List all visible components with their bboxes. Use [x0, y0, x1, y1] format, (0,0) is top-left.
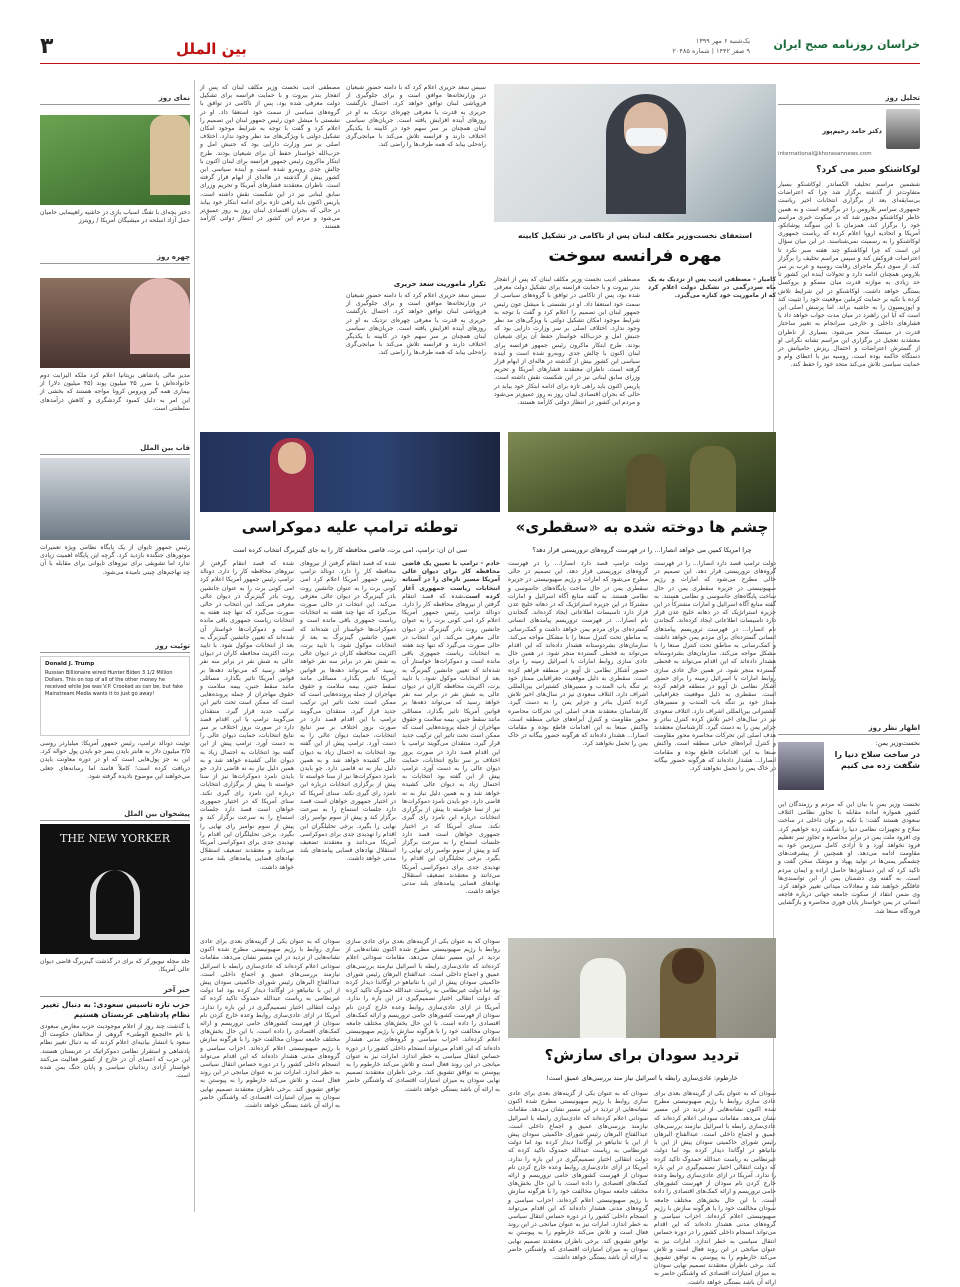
tweet-account: Donald J. Trump — [45, 661, 95, 667]
socotra-subtitle: چرا امریکا کمین می خواهد انصارا... را در فهرست گروه‌های تروریستی قرار دهد؟ — [532, 546, 752, 554]
photo3 — [40, 458, 190, 540]
analysis-box — [778, 94, 920, 691]
tweet-kicker: توئیت روز — [40, 642, 190, 653]
lebanon-supertitle: استعفای نخست‌وزیر مکلف لبنان پس از ناکامی در تشکیل کابینه — [518, 231, 752, 240]
cover-caption: جلد مجله نیویورکر که برای در گذشت گینزبرگ قاضی دیوان عالی آمریکا. — [40, 958, 190, 974]
photo3-caption: رئیس جمهور تایوان از یک پایگاه نظامی ویژه تعمیرات موتورهای جنگنده بازدید کرد. گرچه این پایگاه اهمیت زیادی ندارد اما تشویقی برای نیروهای تایوانی برای مقابله با آن چه تهاجم‌های چینی نامیده می‌شود. — [40, 544, 190, 576]
socotra-title: چشم ها دوخته شده به «سقطری» — [515, 518, 769, 536]
author-name: دکتر حامد رحیم‌پور — [822, 127, 882, 135]
cover-title: THE NEW YORKER — [59, 832, 170, 845]
trump-title: توطئه ترامپ علیه دموکراسی — [241, 518, 459, 536]
note-body: نخست وزیر یمن با بیان این که مردم و رزمندگان این کشور همواره آماده مقابله با تجاوز نظامی ائتلاف سعودی هستند گفت: با تکیه بر توان داخلی در ساخت سلاح و تجهیزات نظامی دنیا را شگفت زده خواهیم کرد. وی افزود ملت یمن در برابر محاصره و تجاوز سر تعظیم فرود نخواهد آورد و تا آزادی کامل سرزمین خود به مقاومت ادامه می‌دهد. او همچنین از پیشرفت‌های چشمگیر یمنی‌ها در تولید پهپاد و موشک سخن گفت و تاکید کرد که این دستاوردها حاصل اراده و ایمان مردم است. به گفته وی دشمنان یمن از این توانمندی‌ها غافلگیر خواهند شد و معادلات میدانی تغییر خواهد کرد. وی ضمن انتقاد از سکوت جامعه جهانی درباره فاجعه انسانی در یمن خواستار پایان فوری محاصره و بازگشایی فرودگاه صنعا شد. — [778, 801, 920, 915]
news-title: حزب تازه تاسیس سعودی: به دنبال تغییر نظام پادشاهی عربستان هستیم — [41, 1000, 190, 1019]
analysis-title: لوکاشنکو صبر می کرد؟ — [816, 165, 920, 175]
photo3-kicker: قاب بین الملل — [40, 444, 190, 455]
tweet-caption: توئیت دونالد ترامپ، رئیس جمهور آمریکا: میلیاردر روسی ۳/۵ میلیون دلار به هانتر بایدن پسر جو بایدن پول حواله کرد. این به جز پول‌هایی است که او در دوره معاونت بایدن دریافت کرده است؛ کاملاً فاسد اما رسانه‌های جعلی می‌خواهند این موضوع نادیده گرفته شود. — [40, 740, 190, 780]
photo1 — [40, 115, 190, 205]
sudan-body-col4: سودان که به عنوان یکی از گزینه‌های بعدی برای عادی سازی روابط با رژیم صهیونیستی مطرح شده اکنون نشانه‌هایی از تردید در این مسیر نشان می‌دهد. مقامات سودانی اعلام کرده‌اند که عادی‌سازی رابطه با اسرائیل نیازمند بررسی‌های عمیق و اجماع داخلی است. عبدالفتاح البرهان رئیس شورای حاکمیتی سودان پیش از این با نتانیاهو در اوگاندا دیدار کرده بود اما دولت غیرنظامی به ریاست عبدالله حمدوک تاکید کرده که دولت انتقالی اختیار تصمیم‌گیری در این باره را ندارد. آمریکا در ازای عادی‌سازی روابط وعده خارج کردن نام سودان از فهرست کشورهای حامی تروریسم و ارائه کمک‌های اقتصادی را داده است. با این حال بخش‌های مختلف جامعه سودان مخالفت خود را با هرگونه سازش با رژیم صهیونیستی اعلام کرده‌اند. احزاب سیاسی و گروه‌های مدنی هشدار داده‌اند که این اقدام می‌تواند انسجام داخلی کشور را در دوره حساس انتقال سیاسی به خطر اندازد. امارات نیز به عنوان میانجی در این روند فعال است و تلاش می‌کند خارطوم را به پیوستن به توافق تشویق کند. برخی ناظران معتقدند تصمیم نهایی سودان به میزان امتیازات اقتصادی که واشنگتن حاضر به ارائه آن باشد بستگی خواهد داشت. — [200, 938, 340, 1110]
photo2 — [40, 278, 190, 368]
sudan-body-col1: سودان که به عنوان یکی از گزینه‌های بعدی برای عادی سازی روابط با رژیم صهیونیستی مطرح شده اکنون نشانه‌هایی از تردید در این مسیر نشان می‌دهد. مقامات سودانی اعلام کرده‌اند که عادی‌سازی رابطه با اسرائیل نیازمند بررسی‌های عمیق و اجماع داخلی است. عبدالفتاح البرهان رئیس شورای حاکمیتی سودان پیش از این با نتانیاهو در اوگاندا دیدار کرده بود اما دولت غیرنظامی به ریاست عبدالله حمدوک تاکید کرده که دولت انتقالی اختیار تصمیم‌گیری در این باره را ندارد. آمریکا در ازای عادی‌سازی روابط وعده خارج کردن نام سودان از فهرست کشورهای حامی تروریسم و ارائه کمک‌های اقتصادی را داده است. با این حال بخش‌های مختلف جامعه سودان مخالفت خود را با هرگونه سازش با رژیم صهیونیستی اعلام کرده‌اند. احزاب سیاسی و گروه‌های مدنی هشدار داده‌اند که این اقدام می‌تواند انسجام داخلی کشور را در دوره حساس انتقال سیاسی به خطر اندازد. امارات نیز به عنوان میانجی در این روند فعال است و تلاش می‌کند خارطوم را به پیوستن به توافق تشویق کند. برخی ناظران معتقدند تصمیم نهایی سودان به میزان امتیازات اقتصادی که واشنگتن حاضر به ارائه آن باشد بستگی خواهد داشت. — [653, 1090, 776, 1286]
note-title: در ساخت سلاح دنیا را شگفت زده می کنیم — [834, 750, 920, 770]
analysis-body: ششمین مراسم تحلیف الکساندر لوکاشنکو بسیار متفاوت‌تر از گذشته برگزار شد چرا که اعتراضات بی‌سابقه‌ای بعد از برگزاری انتخابات اخیر ریاست جمهوری سراسر بلاروس را در برگرفته است و به همین خاطر لوکاشنکو مجبور شد که در سکوت خبری مراسم خود را برگزار کند. همزمان با این سوگند یوشانکو، آمریکا و اتحادیه اروپا اعلام کرده که ریاست جمهوری لوکاشنکو را به رسمیت نمی‌شناسند. در این میان سؤال این است که چرا لوکاشنکو چند هفته صبر نکرد تا اعتراضات فروکش کند و سپس مراسم تحلیف را برگزار کند. از سوی دیگر ماجرای رقابت روسیه و غرب بر سر بلاروس همچنان ادامه دارد و تحولات آینده این کشور تا حد زیادی به موازنه قدرت میان مسکو و بروکسل بستگی خواهد داشت. لوکاشنکو در این شرایط تلاش کرده با تکیه بر حمایت کرملین موقعیت خود را تثبیت کند و اپوزیسیون را به حاشیه براند. اما پرسش اصلی این است که آیا این راهبرد در میان مدت جواب خواهد داد یا فشارهای داخلی و خارجی سرانجام به تغییر ساختار قدرت در مینسک منجر می‌شود. بسیاری از ناظران معتقدند تعجیل در برگزاری این مراسم نشانه نگرانی او از گسترش اعتراضات و احتمال ریزش حامیانش در دستگاه حاکمه بوده است. روسیه نیز با اعطای وام و حمایت سیاسی تلاش می‌کند متحد خود را حفظ کند. — [778, 181, 920, 369]
trump-body-col3: شده که قصد انتقام گرفتن از نیروهای محافظه کار را دارد. دونالد ترامپ رئیس جمهور آمریکا اعلام کرد امی کونی برت را به عنوان جانشین روت بادر گینزبرگ در دیوان عالی معرفی می‌کند. این انتخاب در حالی صورت می‌گیرد که تنها چند هفته به انتخابات ریاست جمهوری باقی مانده است و دموکرات‌ها خواستار آن شده‌اند که تعیین جانشین گینزبرگ به بعد از انتخابات موکول شود. با تایید برت، اکثریت محافظه کاران در دیوان عالی به شش نفر در برابر سه نفر خواهد رسید که می‌تواند دهه‌ها بر قوانین آمریکا تاثیر بگذارد. مسائلی مانند سقط جنین، بیمه سلامت و حقوق مهاجران از جمله پرونده‌هایی است که ممکن است تحت تاثیر این ترکیب جدید قرار گیرد. منتقدان می‌گویند ترامپ با این اقدام قصد دارد در صورت بروز اختلاف بر سر نتایج انتخابات، حمایت دیوان عالی را به دست آورد. ترامپ پیش از این گفته بود انتخابات به احتمال زیاد به دیوان عالی کشیده خواهد شد و به همین دلیل نیاز به نه قاضی دارد. جو بایدن نامزد دموکرات‌ها نیز از سنا خواسته تا پیش از برگزاری انتخابات درباره این نامزد رای گیری نکند. سنای آمریکا که در اختیار جمهوری خواهان است قصد دارد جلسات استماع را به سرعت برگزار کند و پیش از سوم نوامبر رای نهایی را بگیرد. برخی تحلیلگران این اقدام را تهدیدی جدی برای دموکراسی آمریکا می‌دانند و معتقدند تضعیف استقلال نهادهای قضایی پیامدهای بلند مدتی خواهد داشت. — [200, 560, 294, 871]
author-photo — [886, 109, 920, 149]
lebanon-body-2: سیس سعد حریری اعلام کرد که با دامنه حضور شیعیان در وزارتخانه‌ها موافق است و برای جلوگیری از فروپاشی لبنان توافق خواهد کرد. احتمال بازگشت حریری به قدرت یا معرفی چهره‌ای نزدیک به او در روزهای آینده افزایش یافته است. جریان‌های سیاسی لبنان همچنان بر سر سهم خود در کابینه با یکدیگر اختلاف دارند و فرانسه تلاش می‌کند با میانجی‌گری راه‌حلی بیابد که همه طرف‌ها را راضی کند. — [346, 292, 486, 357]
issue-line: ۹ صفر ۱۴۴۲ | شماره ۲۰۴۸۵ — [672, 47, 750, 55]
lebanon-body-3: مصطفی ادیب نخست وزیر مکلف لبنان که پس از انفجار بندر بیروت و با حمایت فرانسه برای تشکیل دولت معرفی شده بود، پس از ناکامی در توافق با گروه‌های سیاسی از سمت خود استعفا داد. او در نشستی با میشل عون رئیس جمهور لبنان این تصمیم را اعلام کرد و گفت با توجه به شرایط موجود امکان تشکیل دولتی با ویژگی‌های مد نظر وجود ندارد. اختلاف اصلی بر سر وزارت دارایی بود که جنبش امل و حزب‌الله خواستار حفظ آن برای شیعیان بودند. طرح ابتکار ماکرون رئیس جمهور فرانسه برای لبنان اکنون با چالش جدی روبه‌رو شده است و آینده سیاسی این کشور بیش از گذشته در هاله‌ای از ابهام قرار گرفته است. ناظران معتقدند فشارهای آمریکا و تحریم وزرای سابق لبنانی نیز در این شکست نقش داشته است. پاریس اکنون باید راهی تازه برای ادامه ابتکار خود بیابد در حالی که بحران اقتصادی لبنان روز به روز عمیق‌تر می‌شود و مردم این کشور در انتظار دولتی کارآمد هستند. — [200, 84, 340, 231]
lebanon-photo — [494, 84, 776, 222]
trump-photo — [200, 432, 500, 512]
news-body: با گذشت چند روز از اعلام موجودیت حزب معارض سعودی با نام «التجمع الوطنی» گروهی از مخالفان حکومت آل سعود با انتشار بیانیه‌ای اعلام کردند که به دنبال تغییر نظام پادشاهی و استقرار نظامی دموکراتیک در عربستان هستند. این حزب که اعضای آن در خارج از کشور فعالیت می‌کنند خواستار آزادی زندانیان سیاسی و پایان جنگ یمن شده است. — [40, 1023, 190, 1080]
sudan-title: تردید سودان برای سازش؟ — [544, 1046, 740, 1064]
lebanon-title: مهره فرانسه سوخت — [548, 246, 722, 266]
lebanon-body-text: سیس سعد حریری اعلام کرد که با دامنه حضور شیعیان در وزارتخانه‌ها موافق است و برای جلوگیری از فروپاشی لبنان توافق خواهد کرد. احتمال بازگشت حریری به قدرت یا معرفی چهره‌ای نزدیک به او در روزهای آینده افزایش یافته است. جریان‌های سیاسی لبنان همچنان بر سر سهم خود در کابینه با یکدیگر اختلاف دارند و فرانسه تلاش می‌کند با میانجی‌گری راه‌حلی بیابد که همه طرف‌ها را راضی کند. — [346, 84, 486, 149]
note-photo — [778, 742, 824, 790]
newspaper-logo: خراسان روزنامه صبح ایران — [773, 38, 920, 51]
sudan-photo — [508, 938, 776, 1038]
trump-lead — [402, 560, 500, 930]
analysis-kicker: تحلیل روز — [778, 94, 920, 105]
page-number: ۳ — [40, 34, 54, 59]
trump-subtitle: سی ان ان: ترامپ، امی برت، قاضی محافظه کار را به جای گینزبرگ انتخاب کرده است — [232, 546, 468, 554]
cover-kicker: پیشخوان بین الملل — [40, 810, 190, 821]
sidebar — [40, 94, 190, 1103]
lebanon-subhead: تکرار ماموریت سعد حریری — [393, 280, 486, 288]
date-line: یک‌شنبه ۶ مهر ۱۳۹۹ — [695, 37, 750, 45]
sudan-body-col3: سودان که به عنوان یکی از گزینه‌های بعدی برای عادی سازی روابط با رژیم صهیونیستی مطرح شده اکنون نشانه‌هایی از تردید در این مسیر نشان می‌دهد. مقامات سودانی اعلام کرده‌اند که عادی‌سازی رابطه با اسرائیل نیازمند بررسی‌های عمیق و اجماع داخلی است. عبدالفتاح البرهان رئیس شورای حاکمیتی سودان پیش از این با نتانیاهو در اوگاندا دیدار کرده بود اما دولت غیرنظامی به ریاست عبدالله حمدوک تاکید کرده که دولت انتقالی اختیار تصمیم‌گیری در این باره را ندارد. آمریکا در ازای عادی‌سازی روابط وعده خارج کردن نام سودان از فهرست کشورهای حامی تروریسم و ارائه کمک‌های اقتصادی را داده است. با این حال بخش‌های مختلف جامعه سودان مخالفت خود را با هرگونه سازش با رژیم صهیونیستی اعلام کرده‌اند. احزاب سیاسی و گروه‌های مدنی هشدار داده‌اند که این اقدام می‌تواند انسجام داخلی کشور را در دوره حساس انتقال سیاسی به خطر اندازد. امارات نیز به عنوان میانجی در این روند فعال است و تلاش می‌کند خارطوم را به پیوستن به توافق تشویق کند. برخی ناظران معتقدند تصمیم نهایی سودان به میزان امتیازات اقتصادی که واشنگتن حاضر به ارائه آن باشد بستگی خواهد داشت. — [346, 938, 500, 1093]
lebanon-body: مصطفی ادیب نخست وزیر مکلف لبنان که پس از انفجار بندر بیروت و با حمایت فرانسه برای تشکیل دولت معرفی شده بود، پس از ناکامی در توافق با گروه‌های سیاسی از سمت خود استعفا داد. او در نشستی با میشل عون رئیس جمهور لبنان این تصمیم را اعلام کرد و گفت با توجه به شرایط موجود امکان تشکیل دولتی با ویژگی‌های مد نظر وجود ندارد. اختلاف اصلی بر سر وزارت دارایی بود که جنبش امل و حزب‌الله خواستار حفظ آن برای شیعیان بودند. طرح ابتکار ماکرون رئیس جمهور فرانسه برای لبنان اکنون با چالش جدی روبه‌رو شده است و آینده سیاسی این کشور بیش از گذشته در هاله‌ای از ابهام قرار گرفته است. ناظران معتقدند فشارهای آمریکا و تحریم وزرای سابق لبنانی نیز در این شکست نقش داشته است. پاریس اکنون باید راهی تازه برای ادامه ابتکار خود بیابد در حالی که بحران اقتصادی لبنان روز به روز عمیق‌تر می‌شود و مردم این کشور در انتظار دولتی کارآمد هستند. — [494, 276, 640, 407]
tweet-text: Russian Billionaire wired Hunter Biden 3 1/2 Million Dollars. This on top of all of the other money he received while Joe was V.P. Crooked as can be, but fake Mainstream Media wants it to just go away! — [45, 670, 183, 697]
socotra-body-col1: دولت ترامپ قصد دارد انصارا... را در فهرست گروه‌های تروریستی قرار دهد. این تصمیم در حالی مطرح می‌شود که امارات و رژیم صهیونیستی در جزیره سقطری یمن در حال ساخت پایگاه‌های جاسوسی و نظامی هستند. به گفته منابع آگاه اسرائیل و امارات مشترکاً در این جزیره استراتژیک که در دهانه خلیج عدن قرار دارد تاسیسات اطلاعاتی ایجاد کرده‌اند. گنجاندن نام انصارا... در فهرست تروریسم پیامدهای انسانی گسترده‌ای برای مردم یمن خواهد داشت و کمک‌رسانی به مناطق تحت کنترل صنعا را با مشکل مواجه می‌کند. سازمان‌های بشردوستانه هشدار داده‌اند که این اقدام می‌تواند به قحطی گسترده منجر شود. در همین حال عادی سازی روابط امارات با اسرائیل زمینه را برای حضور آشکار نظامی تل آویو در منطقه فراهم کرده است. سقطری به دلیل موقعیت جغرافیایی ممتاز خود بر تنگه باب المندب و مسیرهای کشتیرانی بین‌المللی اشراف دارد. ائتلاف سعودی نیز در سال‌های اخیر تلاش کرده کنترل بنادر و جزایر یمن را به دست گیرد. کارشناسان معتقدند هدف اصلی این تحرکات محاصره محور مقاومت و کنترل آبراه‌های حیاتی منطقه است. واکنش صنعا به این اقدامات قاطع بوده و مقامات انصارا... هشدار داده‌اند که هرگونه حضور بیگانه در خاک یمن را تحمل نخواهند کرد. — [654, 560, 776, 773]
lebanon-lead — [648, 276, 776, 426]
newyorker-cover — [40, 824, 190, 954]
photo2-caption: مدیر مالی پادشاهی بریتانیا اعلام کرد ملکه الیزابت دوم خانواده‌اش با ضرر ۳۵ میلیون پوند (۴۵ میلیون دلار) از بیماری همه گیر ویروس کرونا مواجه هستند که بخشی از این امر به دلیل کمبود گردشگری و کاهش درآمدهای سلطنتی است. — [40, 372, 190, 412]
trump-body-text: شده که قصد انتقام گرفتن از نیروهای محافظه کار را دارد. دونالد ترامپ رئیس جمهور آمریکا اعلام کرد امی کونی برت را به عنوان جانشین روت بادر گینزبرگ در دیوان عالی معرفی می‌کند. این انتخاب در حالی صورت می‌گیرد که تنها چند هفته به انتخابات ریاست جمهوری باقی مانده است و دموکرات‌ها خواستار آن شده‌اند که تعیین جانشین گینزبرگ به بعد از انتخابات موکول شود. با تایید برت، اکثریت محافظه کاران در دیوان عالی به شش نفر در برابر سه نفر خواهد رسید که می‌تواند دهه‌ها بر قوانین آمریکا تاثیر بگذارد. مسائلی مانند سقط جنین، بیمه سلامت و حقوق مهاجران از جمله پرونده‌هایی است که ممکن است تحت تاثیر این ترکیب جدید قرار گیرد. منتقدان می‌گویند ترامپ با این اقدام قصد دارد در صورت بروز اختلاف بر سر نتایج انتخابات، حمایت دیوان عالی را به دست آورد. ترامپ پیش از این گفته بود انتخابات به احتمال زیاد به دیوان عالی کشیده خواهد شد و به همین دلیل نیاز به نه قاضی دارد. جو بایدن نامزد دموکرات‌ها نیز از سنا خواسته تا پیش از برگزاری انتخابات درباره این نامزد رای گیری نکند. سنای آمریکا که در اختیار جمهوری خواهان است قصد دارد جلسات استماع را به سرعت برگزار کند و پیش از سوم نوامبر رای نهایی را بگیرد. برخی تحلیلگران این اقدام را تهدیدی جدی برای دموکراسی آمریکا می‌دانند و معتقدند تضعیف استقلال نهادهای قضایی پیامدهای بلند مدتی خواهد داشت. — [402, 592, 500, 896]
socotra-body-col2: دولت ترامپ قصد دارد انصارا... را در فهرست گروه‌های تروریستی قرار دهد. این تصمیم در حالی مطرح می‌شود که امارات و رژیم صهیونیستی در جزیره سقطری یمن در حال ساخت پایگاه‌های جاسوسی و نظامی هستند. به گفته منابع آگاه اسرائیل و امارات مشترکاً در این جزیره استراتژیک که در دهانه خلیج عدن قرار دارد تاسیسات اطلاعاتی ایجاد کرده‌اند. گنجاندن نام انصارا... در فهرست تروریسم پیامدهای انسانی گسترده‌ای برای مردم یمن خواهد داشت و کمک‌رسانی به مناطق تحت کنترل صنعا را با مشکل مواجه می‌کند. سازمان‌های بشردوستانه هشدار داده‌اند که این اقدام می‌تواند به قحطی گسترده منجر شود. در همین حال عادی سازی روابط امارات با اسرائیل زمینه را برای حضور آشکار نظامی تل آویو در منطقه فراهم کرده است. سقطری به دلیل موقعیت جغرافیایی ممتاز خود بر تنگه باب المندب و مسیرهای کشتیرانی بین‌المللی اشراف دارد. ائتلاف سعودی نیز در سال‌های اخیر تلاش کرده کنترل بنادر و جزایر یمن را به دست گیرد. کارشناسان معتقدند هدف اصلی این تحرکات محاصره محور مقاومت و کنترل آبراه‌های حیاتی منطقه است. واکنش صنعا به این اقدامات قاطع بوده و مقامات انصارا... هشدار داده‌اند که هرگونه حضور بیگانه در خاک یمن را تحمل نخواهند کرد. — [508, 560, 648, 748]
note-label: نخست‌وزیر یمن: — [875, 739, 920, 747]
tweet-card — [40, 656, 190, 736]
issue-meta — [672, 36, 750, 56]
sudan-subtitle: خارطوم: عادی‌سازی رابطه با اسرائیل نیاز مند بررسی‌های عمیق است! — [546, 1074, 738, 1082]
sudan-body-col2: سودان که به عنوان یکی از گزینه‌های بعدی برای عادی سازی روابط با رژیم صهیونیستی مطرح شده اکنون نشانه‌هایی از تردید در این مسیر نشان می‌دهد. مقامات سودانی اعلام کرده‌اند که عادی‌سازی رابطه با اسرائیل نیازمند بررسی‌های عمیق و اجماع داخلی است. عبدالفتاح البرهان رئیس شورای حاکمیتی سودان پیش از این با نتانیاهو در اوگاندا دیدار کرده بود اما دولت غیرنظامی به ریاست عبدالله حمدوک تاکید کرده که دولت انتقالی اختیار تصمیم‌گیری در این باره را ندارد. آمریکا در ازای عادی‌سازی روابط وعده خارج کردن نام سودان از فهرست کشورهای حامی تروریسم و ارائه کمک‌های اقتصادی را داده است. با این حال بخش‌های مختلف جامعه سودان مخالفت خود را با هرگونه سازش با رژیم صهیونیستی اعلام کرده‌اند. احزاب سیاسی و گروه‌های مدنی هشدار داده‌اند که این اقدام می‌تواند انسجام داخلی کشور را در دوره حساس انتقال سیاسی به خطر اندازد. امارات نیز به عنوان میانجی در این روند فعال است و تلاش می‌کند خارطوم را به پیوستن به توافق تشویق کند. برخی ناظران معتقدند تصمیم نهایی سودان به میزان امتیازات اقتصادی که واشنگتن حاضر به ارائه آن باشد بستگی خواهد داشت. — [508, 1090, 648, 1262]
photo2-kicker: چهره روز — [40, 253, 190, 264]
photo1-caption: دختر بچه‌ای با تفنگ اسباب بازی در حاشیه راهپیمایی حامیان حمل آزاد اسلحه در میشیگان آمریکا / رویترز — [40, 209, 190, 225]
yemen-note — [778, 724, 920, 1241]
note-kicker: اظهار نظر روز — [778, 724, 920, 735]
news-kicker: خبر آخر — [40, 986, 190, 997]
photo1-kicker: نمای روز — [40, 94, 190, 105]
lebanon-lead-text: کامیار - مصطفی ادیب پس از نزدیک به یک ماه سردرگمی در تشکیل دولت اعلام کرد که از ماموریت خود کناره می‌گیرد. — [648, 276, 776, 300]
lebanon-body-cont — [346, 84, 486, 274]
author-email[interactable]: international@khorasannews.com — [778, 151, 872, 157]
trump-body-col2: شده که قصد انتقام گرفتن از نیروهای محافظه کار را دارد. دونالد ترامپ رئیس جمهور آمریکا اعلام کرد امی کونی برت را به عنوان جانشین روت بادر گینزبرگ در دیوان عالی معرفی می‌کند. این انتخاب در حالی صورت می‌گیرد که تنها چند هفته به انتخابات ریاست جمهوری باقی مانده است و دموکرات‌ها خواستار آن شده‌اند که تعیین جانشین گینزبرگ به بعد از انتخابات موکول شود. با تایید برت، اکثریت محافظه کاران در دیوان عالی به شش نفر در برابر سه نفر خواهد رسید که می‌تواند دهه‌ها بر قوانین آمریکا تاثیر بگذارد. مسائلی مانند سقط جنین، بیمه سلامت و حقوق مهاجران از جمله پرونده‌هایی است که ممکن است تحت تاثیر این ترکیب جدید قرار گیرد. منتقدان می‌گویند ترامپ با این اقدام قصد دارد در صورت بروز اختلاف بر سر نتایج انتخابات، حمایت دیوان عالی را به دست آورد. ترامپ پیش از این گفته بود انتخابات به احتمال زیاد به دیوان عالی کشیده خواهد شد و به همین دلیل نیاز به نه قاضی دارد. جو بایدن نامزد دموکرات‌ها نیز از سنا خواسته تا پیش از برگزاری انتخابات درباره این نامزد رای گیری نکند. سنای آمریکا که در اختیار جمهوری خواهان است قصد دارد جلسات استماع را به سرعت برگزار کند و پیش از سوم نوامبر رای نهایی را بگیرد. برخی تحلیلگران این اقدام را تهدیدی جدی برای دموکراسی آمریکا می‌دانند و معتقدند تضعیف استقلال نهادهای قضایی پیامدهای بلند مدتی خواهد داشت. — [300, 560, 396, 863]
section-title: بین الملل — [176, 40, 247, 58]
trump-lead-text: خادم - ترامپ با تعیین یک قاضی محافظه کار برای دیوان عالی آمریکا مسیر تازه‌ای را در آستانه انتخابات ریاست جمهوری آغاز کرده است. — [402, 560, 501, 600]
socotra-photo — [508, 432, 776, 512]
